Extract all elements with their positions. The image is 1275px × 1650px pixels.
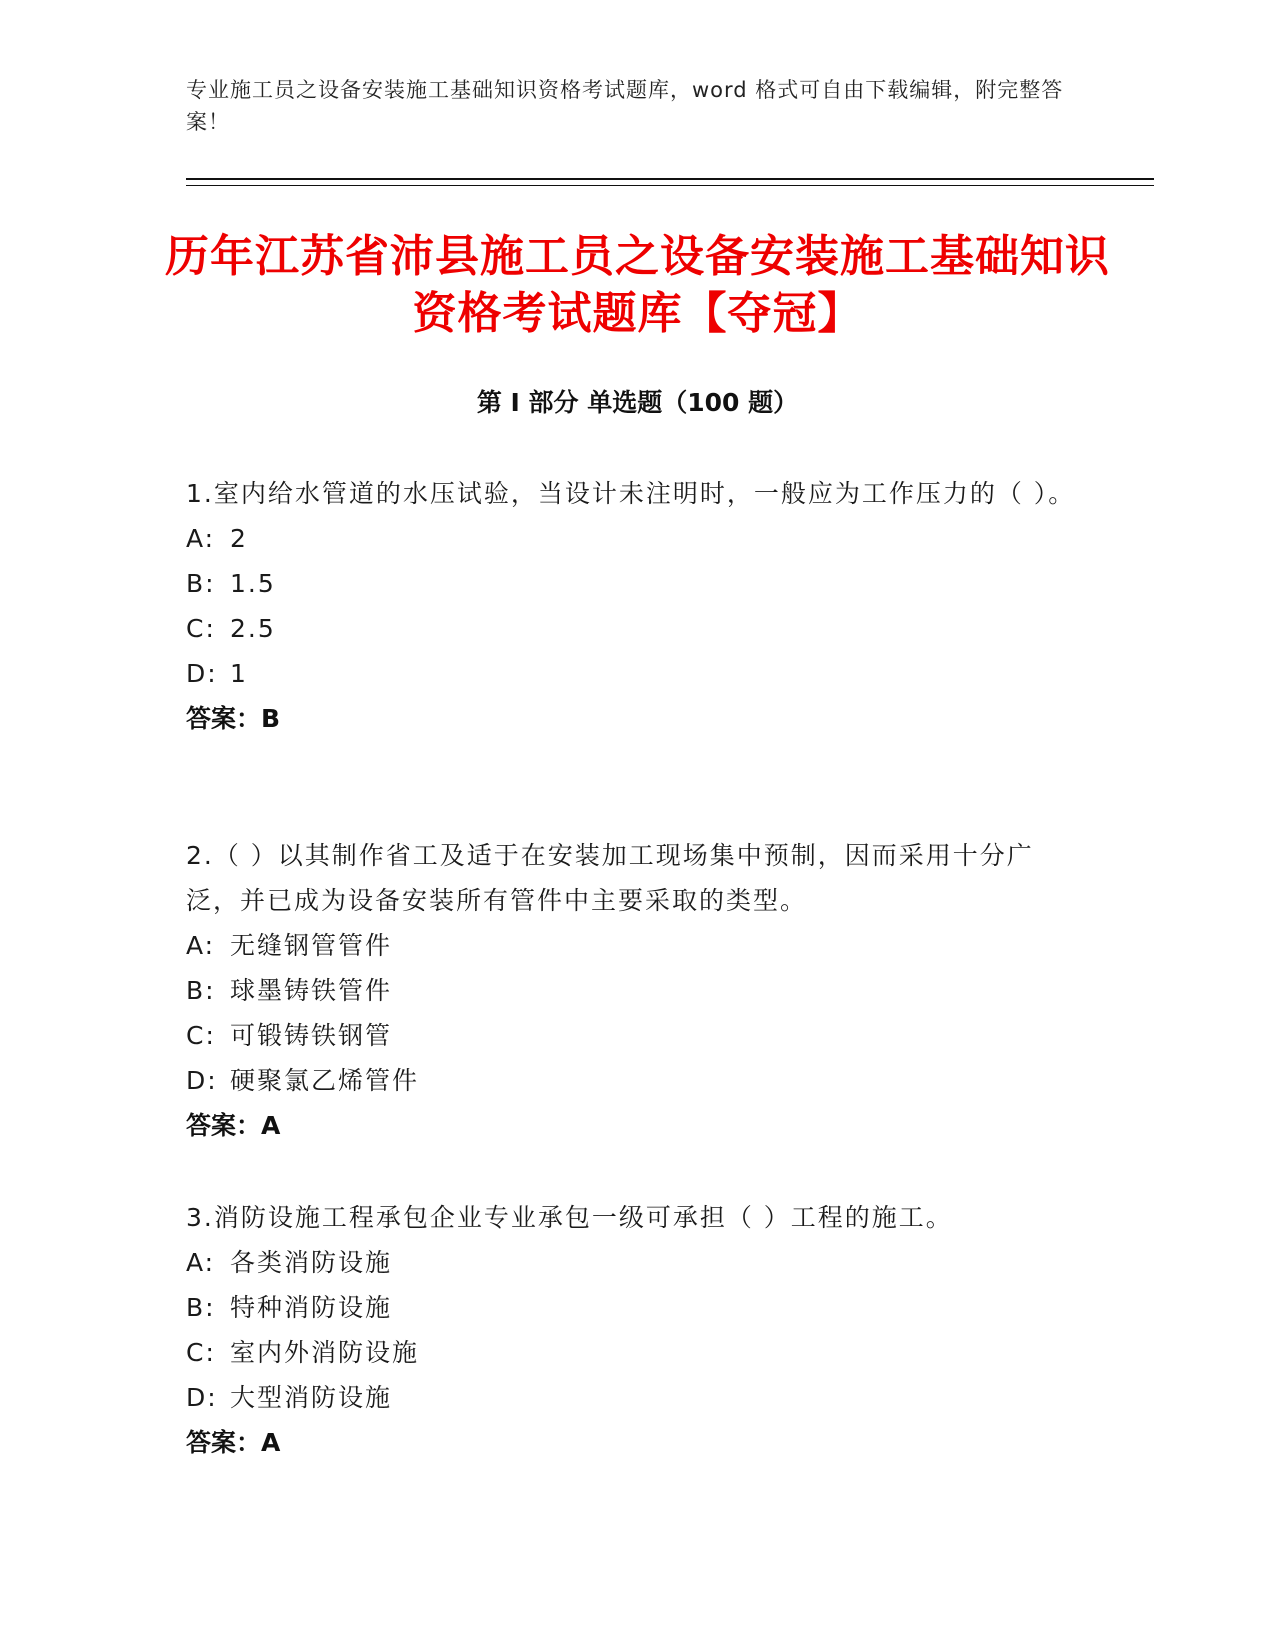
answer-line: 答案：B xyxy=(186,704,281,733)
option-text: 各类消防设施 xyxy=(230,1248,393,1277)
option-text: 无缝钢管管件 xyxy=(230,931,393,960)
option-text: 大型消防设施 xyxy=(230,1383,393,1412)
option-text: 特种消防设施 xyxy=(230,1293,393,1322)
option-text: 可锻铸铁钢管 xyxy=(230,1021,393,1050)
option-b xyxy=(186,1285,1086,1330)
question-block xyxy=(186,833,1086,1148)
option-letter: B: xyxy=(186,976,216,1005)
option-text: 2 xyxy=(230,524,248,553)
document-title: 历年江苏省沛县施工员之设备安装施工基础知识资格考试题库【夺冠】 xyxy=(165,231,1110,339)
option-letter: C: xyxy=(186,1338,216,1367)
option-text: 2.5 xyxy=(230,614,276,643)
question-stem: 3.消防设施工程承包企业专业承包一级可承担（ ）工程的施工。 xyxy=(186,1203,953,1232)
option-a xyxy=(186,923,1086,968)
option-text: 室内外消防设施 xyxy=(230,1338,420,1367)
option-c xyxy=(186,1330,1086,1375)
option-letter: C: xyxy=(186,1021,216,1050)
question-stem: 1.室内给水管道的水压试验，当设计未注明时，一般应为工作压力的（ ）。 xyxy=(186,479,1076,508)
option-letter: C: xyxy=(186,614,216,643)
option-b xyxy=(186,968,1086,1013)
header-divider-thin xyxy=(186,185,1154,186)
question-block xyxy=(186,471,1086,741)
option-c xyxy=(186,606,1086,651)
header-note: 专业施工员之设备安装施工基础知识资格考试题库，word 格式可自由下载编辑，附完整答案！ xyxy=(186,78,1064,134)
option-letter: A: xyxy=(186,1248,216,1277)
option-letter: B: xyxy=(186,569,216,598)
option-letter: D: xyxy=(186,1066,218,1095)
option-letter: A: xyxy=(186,524,216,553)
question-block xyxy=(186,1195,1086,1465)
question-stem: 2.（ ）以其制作省工及适于在安装加工现场集中预制，因而采用十分广泛，并已成为设备安装所有管件中主要采取的类型。 xyxy=(186,841,1034,915)
option-text: 1 xyxy=(230,659,248,688)
option-c xyxy=(186,1013,1086,1058)
option-letter: B: xyxy=(186,1293,216,1322)
option-a xyxy=(186,1240,1086,1285)
option-text: 硬聚氯乙烯管件 xyxy=(230,1066,420,1095)
option-d xyxy=(186,651,1086,696)
option-a xyxy=(186,516,1086,561)
option-letter: A: xyxy=(186,931,216,960)
answer-line: 答案：A xyxy=(186,1111,281,1140)
option-text: 1.5 xyxy=(230,569,276,598)
header-divider-thick xyxy=(186,178,1154,180)
option-d xyxy=(186,1375,1086,1420)
option-text: 球墨铸铁管件 xyxy=(230,976,393,1005)
option-d xyxy=(186,1058,1086,1103)
answer-line: 答案：A xyxy=(186,1428,281,1457)
option-b xyxy=(186,561,1086,606)
option-letter: D: xyxy=(186,1383,218,1412)
section-title: 第 I 部分 单选题（100 题） xyxy=(476,388,799,417)
option-letter: D: xyxy=(186,659,218,688)
